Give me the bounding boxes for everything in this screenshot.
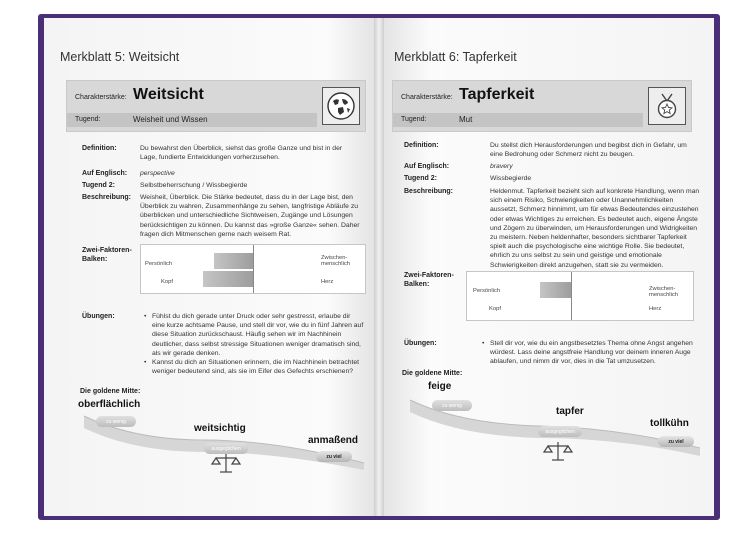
- exercises-label: Übungen:: [82, 313, 115, 320]
- virtue2-text: Wissbegierde: [490, 175, 532, 182]
- description-text: Weisheit, Überblick. Die Stärke bedeutet, dass du in der Lage bist, den Überblick zu wahren, Zusammenhänge zu sehen, langfristige Abläufe zu überblicken und unterschiedliche Sichtweisen, Zugänge und Lösungen berücksichtigen zu können. Du kannst das »große Ganze« sehen. Daher fragen dich Mitmenschen gerne nach weisem Rat.: [140, 194, 360, 238]
- right-page: [380, 18, 714, 516]
- virtue-label: Tugend:: [75, 116, 101, 123]
- pill-high: zu viel: [316, 451, 352, 462]
- virtue2-label: Tugend 2:: [404, 175, 437, 182]
- factor-label: Zwei-Faktoren-Balken:: [404, 272, 454, 288]
- pill-mid: ausgeglichen: [538, 426, 582, 437]
- medal-icon: [648, 87, 686, 125]
- definition-label: Definition:: [82, 145, 117, 152]
- factor-right-bottom: Herz: [649, 306, 662, 312]
- book-gutter: [374, 18, 384, 516]
- definition-text: Du bewahrst den Überblick, siehst das große Ganze und bist in der Lage, fundierte Entwicklungen vorherzusehen.: [140, 145, 343, 162]
- factor-left-bottom: Kopf: [161, 279, 173, 285]
- virtue2-label: Tugend 2:: [82, 182, 115, 189]
- exercise-item: • Kannst du dich an Situationen erinnern, die im Nachhinein betrachtet weniger bedeutend sind, als sie im Eifer des Gefechts erschienen?: [152, 358, 364, 376]
- factor-left-bottom: Kopf: [489, 306, 501, 312]
- strength-header: [392, 80, 692, 132]
- page-title: Merkblatt 5: Weitsicht: [60, 50, 180, 64]
- factor-left-top: Persönlich: [473, 288, 501, 294]
- virtue2-text: Selbstbeherrschung / Wissbegierde: [140, 182, 248, 189]
- factor-right-bottom: Herz: [321, 279, 334, 285]
- definition-text: Du stellst dich Herausforderungen und begibst dich in Gefahr, um eine Bedrohung oder Schmerz nicht zu beugen.: [490, 142, 687, 159]
- strength-header: [66, 80, 366, 132]
- page-title: Merkblatt 6: Tapferkeit: [394, 50, 517, 64]
- factor-bar-top: [540, 282, 571, 298]
- pill-low: zu wenig: [96, 416, 136, 427]
- pill-low: zu wenig: [432, 400, 472, 411]
- golden-high: tollkühn: [650, 418, 689, 429]
- strength-name: Tapferkeit: [459, 86, 535, 103]
- golden-mid: tapfer: [556, 406, 584, 417]
- description-text: Heldenmut. Tapferkeit bezieht sich auf konkrete Handlung, wenn man sich einem Risiko, Schwierigkeiten oder Unannehmlichkeiten aussetzt, Schmerz hinnimmt, um für etwas Bedeutendes einzustehen oder etwas Wichtiges zu erreichen. Es bedeutet auch, eigene Ängste und Zögern zu überwinden, um Herausforderungen und Widrigkeiten zu meistern. Neben heldenhafter, besonders sichtbarer Tapferkeit spielt auch die psychologische eine wichtige Rolle. Sie bedeutet, ehrlich zu uns selbst zu sein und geistige und emotionale Schwierigkeiten direkt anzugehen, statt sie zu vermeiden.: [490, 188, 700, 269]
- exercise-item: • Fühlst du dich gerade unter Druck oder sehr gestresst, erlaube dir eine kurze achtsame Pause, und stell dir vor, wie du in fünf Jahren auf diese Situation zurückschaust. Häufig sehen wir im Nachhinein deutlicher, dass selbst stressige Situationen weniger dramatisch sind, als wir gerade denken.: [152, 312, 364, 358]
- english-text: bravery: [490, 163, 513, 170]
- strength-name: Weitsicht: [133, 86, 204, 103]
- golden-mean-label: Die goldene Mitte:: [402, 370, 463, 377]
- factor-bar-top: [214, 253, 253, 269]
- left-page: [44, 18, 378, 516]
- strength-label: Charakterstärke:: [75, 94, 127, 101]
- factor-right-top: Zwischen-menschlich: [649, 286, 678, 298]
- english-text: perspective: [140, 170, 175, 177]
- factor-label: Zwei-Faktoren-Balken:: [82, 247, 132, 263]
- pill-mid: ausgeglichen: [204, 443, 248, 454]
- exercises-label: Übungen:: [404, 340, 437, 347]
- definition-label: Definition:: [404, 142, 439, 149]
- golden-curve: [44, 388, 378, 488]
- factor-bar-bottom: [203, 271, 253, 287]
- golden-mean-label: Die goldene Mitte:: [80, 388, 141, 395]
- factor-bar: [466, 271, 694, 321]
- virtue-label: Tugend:: [401, 116, 427, 123]
- english-label: Auf Englisch:: [82, 170, 128, 177]
- english-label: Auf Englisch:: [404, 163, 450, 170]
- golden-mid: weitsichtig: [194, 423, 246, 434]
- globe-icon: [322, 87, 360, 125]
- factor-right-top: Zwischen-menschlich: [321, 255, 350, 267]
- book: [38, 14, 720, 520]
- pill-high: zu viel: [658, 436, 694, 447]
- description-label: Beschreibung:: [82, 194, 132, 201]
- description-label: Beschreibung:: [404, 188, 454, 195]
- golden-curve: [380, 368, 714, 478]
- exercise-item: • Stell dir vor, wie du ein angstbesetztes Thema ohne Angst angehen würdest. Lass deine angstfreie Handlung vor deinem inneren Auge ablaufen, und nimm dir vor, dies in die Tat umzusetzen.: [490, 339, 700, 367]
- factor-left-top: Persönlich: [145, 261, 173, 267]
- factor-bar: [140, 244, 366, 294]
- golden-mean: [380, 368, 714, 478]
- strength-label: Charakterstärke:: [401, 94, 453, 101]
- virtue-value: Mut: [459, 115, 473, 124]
- golden-mean: [44, 388, 378, 488]
- golden-low: oberflächlich: [78, 399, 141, 410]
- golden-high: anmaßend: [308, 435, 359, 446]
- golden-low: feige: [428, 381, 452, 392]
- virtue-value: Weisheit und Wissen: [133, 115, 208, 124]
